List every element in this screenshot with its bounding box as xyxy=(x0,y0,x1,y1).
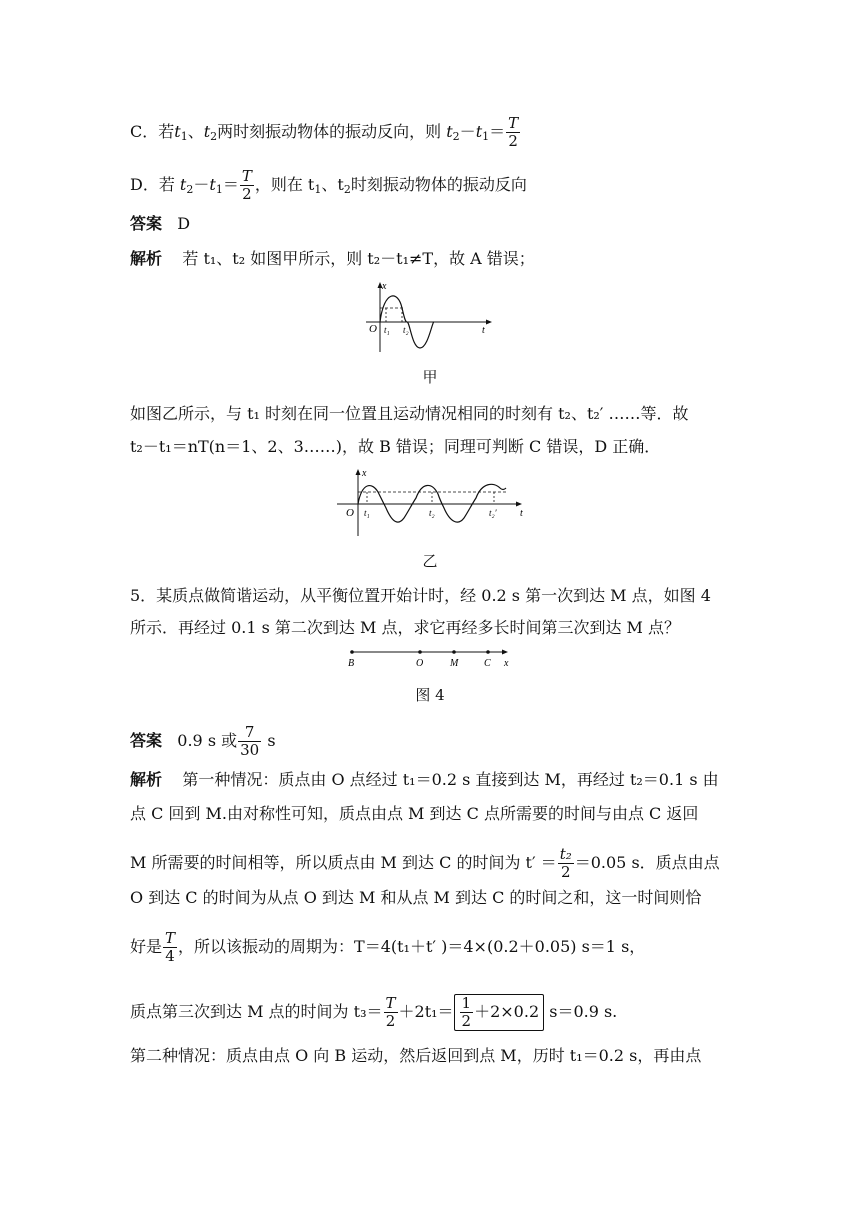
fig4-o: O xyxy=(416,658,424,669)
answer-1-label: 答案 xyxy=(130,214,163,233)
q5-line2: 所示．再经过 0.1 s 第二次到达 M 点，求它再经多长时间第三次到达 M 点？ xyxy=(130,618,681,637)
option-d-num: T xyxy=(241,167,252,185)
answer-2-num: 7 xyxy=(238,724,261,742)
option-c-den: 2 xyxy=(508,132,518,150)
analysis-2-l1: 第一种情况：质点由 O 点经过 t₁＝0.2 s 直接到达 M，再经过 t₂＝0.1 s 由 xyxy=(182,770,719,789)
option-c-fraction xyxy=(506,115,520,150)
analysis-2-l5num: T xyxy=(165,929,176,947)
answer-2-value: 0.9 s 或 xyxy=(177,731,238,750)
option-c-num: T xyxy=(508,114,519,132)
answer-1 xyxy=(130,214,190,234)
analysis-2-l6pc: ＋2×0.2 xyxy=(474,1002,540,1021)
analysis-2-line6 xyxy=(130,994,617,1031)
option-d-fraction xyxy=(240,168,254,203)
figure-jia xyxy=(362,280,492,355)
option-c-eq-b: t xyxy=(475,122,483,141)
analysis-2-line4: O 到达 C 的时间为从点 O 到达 M 和从点 M 到达 C 的时间之和，这一时间则恰 xyxy=(130,888,702,907)
analysis-1-label: 解析 xyxy=(130,249,163,268)
option-c-text: 两时刻振动物体的振动反向，则 xyxy=(217,122,447,141)
option-c-t2: t xyxy=(203,122,211,141)
fig-yi-caption: 乙 xyxy=(422,552,438,570)
analysis-2-l6-fraction xyxy=(384,995,398,1030)
option-c-t1: t xyxy=(174,122,181,141)
answer-2-unit: s xyxy=(267,731,276,750)
analysis-2-line5 xyxy=(130,930,645,965)
analysis-2-l5-fraction xyxy=(163,930,177,965)
analysis-2-line3 xyxy=(130,846,720,881)
fig4-x: x xyxy=(504,658,509,669)
analysis-2-l6pden: 2 xyxy=(461,1012,472,1030)
answer-2-label: 答案 xyxy=(130,731,163,750)
fig-jia-t-label: t xyxy=(482,325,485,336)
answer-2 xyxy=(130,724,276,759)
analysis-2-l3b: ＝0.05 s．质点由点 xyxy=(574,853,720,872)
fig-yi-x-label: x xyxy=(362,468,367,479)
fig-jia-x-label: x xyxy=(382,281,387,292)
fig4-c: C xyxy=(484,658,491,669)
answer-2-fraction xyxy=(238,724,261,759)
answer-1-value: D xyxy=(177,214,191,233)
analysis-2-l3-fraction xyxy=(558,846,574,881)
fig4-caption: 图 4 xyxy=(415,686,445,704)
option-d-label: D．若 xyxy=(130,175,180,194)
fig-yi-t-label: t xyxy=(520,508,523,519)
option-c xyxy=(130,115,521,150)
fig-yi-origin: O xyxy=(346,507,354,519)
analysis-2-l6a: 质点第三次到达 M 点的时间为 t₃＝ xyxy=(130,1002,383,1021)
analysis-2-label: 解析 xyxy=(130,770,163,789)
analysis-2-l6den: 2 xyxy=(385,1012,396,1030)
option-d-text3: 时刻振动物体的振动反向 xyxy=(350,175,527,194)
fig-jia-caption: 甲 xyxy=(422,368,438,386)
option-c-sep: 、 xyxy=(187,122,204,141)
analysis-2-l6c: s＝0.9 s. xyxy=(544,1002,618,1021)
analysis-2-l5b: ，所以该振动的周期为：T＝4(t₁＋t′ )＝4×(0.2＋0.05) s＝1 s， xyxy=(178,937,646,956)
figure-4 xyxy=(340,646,520,670)
option-c-label: C．若 xyxy=(130,122,175,141)
analysis-2-l6pnum: 1 xyxy=(461,994,472,1012)
option-c-minus: － xyxy=(459,122,476,141)
option-c-eq-bs: 1 xyxy=(482,130,490,143)
para-yi-line1: 如图乙所示，与 t₁ 时刻在同一位置且运动情况相同的时刻有 t₂、t₂′ ……等．故 xyxy=(130,404,689,423)
analysis-2-l3num: t₂ xyxy=(559,845,572,863)
analysis-2-line7: 第二种情况：质点由点 O 向 B 运动，然后返回到点 M，历时 t₁＝0.2 s，再由点 xyxy=(130,1046,702,1065)
analysis-2-line2: 点 C 回到 M.由对称性可知，质点由点 M 到达 C 点所需要的时间与由点 C 返回 xyxy=(130,804,699,823)
option-d-text2: 、t xyxy=(321,175,344,194)
fig-yi-t2p: t₂′ xyxy=(489,508,497,518)
analysis-2-l6-paren xyxy=(454,994,545,1031)
answer-2-den: 30 xyxy=(240,741,260,759)
option-c-eq: ＝ xyxy=(489,122,506,141)
fig4-b: B xyxy=(348,658,355,669)
analysis-2-l3den: 2 xyxy=(560,863,571,881)
analysis-1-line: 若 t₁、t₂ 如图甲所示，则 t₂－t₁≠T，故 A 错误； xyxy=(182,249,535,268)
analysis-2-l6b: ＋2t₁＝ xyxy=(398,1002,454,1021)
analysis-2-l5a: 好是 xyxy=(130,937,163,956)
analysis-1 xyxy=(130,249,535,269)
option-c-s1: 1 xyxy=(180,130,188,143)
fig-jia-origin: O xyxy=(369,323,377,335)
fig-jia-t2: t₂ xyxy=(403,325,409,335)
analysis-2-line1 xyxy=(130,770,719,790)
fig-yi-t2: t₂ xyxy=(429,508,435,518)
para-yi-line2: t₂－t₁＝nT(n＝1、2、3……)，故 B 错误；同理可判断 C 错误，D 正确． xyxy=(130,437,661,456)
option-d-text: ，则在 t xyxy=(254,175,315,194)
figure-yi xyxy=(334,468,534,538)
option-c-eq-as: 2 xyxy=(452,130,460,143)
fig-yi-t1: t₁ xyxy=(364,508,370,518)
analysis-2-l6num: T xyxy=(385,994,396,1012)
option-c-s2: 2 xyxy=(210,130,218,143)
fig4-m: M xyxy=(450,658,459,669)
option-c-eq-a: t xyxy=(446,122,453,141)
q5-line1: 5．某质点做简谐运动，从平衡位置开始计时，经 0.2 s 第一次到达 M 点，如图 4 xyxy=(130,586,711,605)
analysis-2-l6p-fraction xyxy=(460,995,474,1030)
fig-jia-t1: t₁ xyxy=(384,325,390,335)
analysis-2-l3a: M 所需要的时间相等，所以质点由 M 到达 C 的时间为 t′ ＝ xyxy=(130,853,557,872)
analysis-2-l5den: 4 xyxy=(165,947,175,965)
option-d: D．若 $t_2-t_1=$ $\frac{T}{2}$ ，则在 $t_1$、$t_2$时刻振动物体的振动反向 xyxy=(130,167,527,203)
option-d-den: 2 xyxy=(242,185,252,203)
